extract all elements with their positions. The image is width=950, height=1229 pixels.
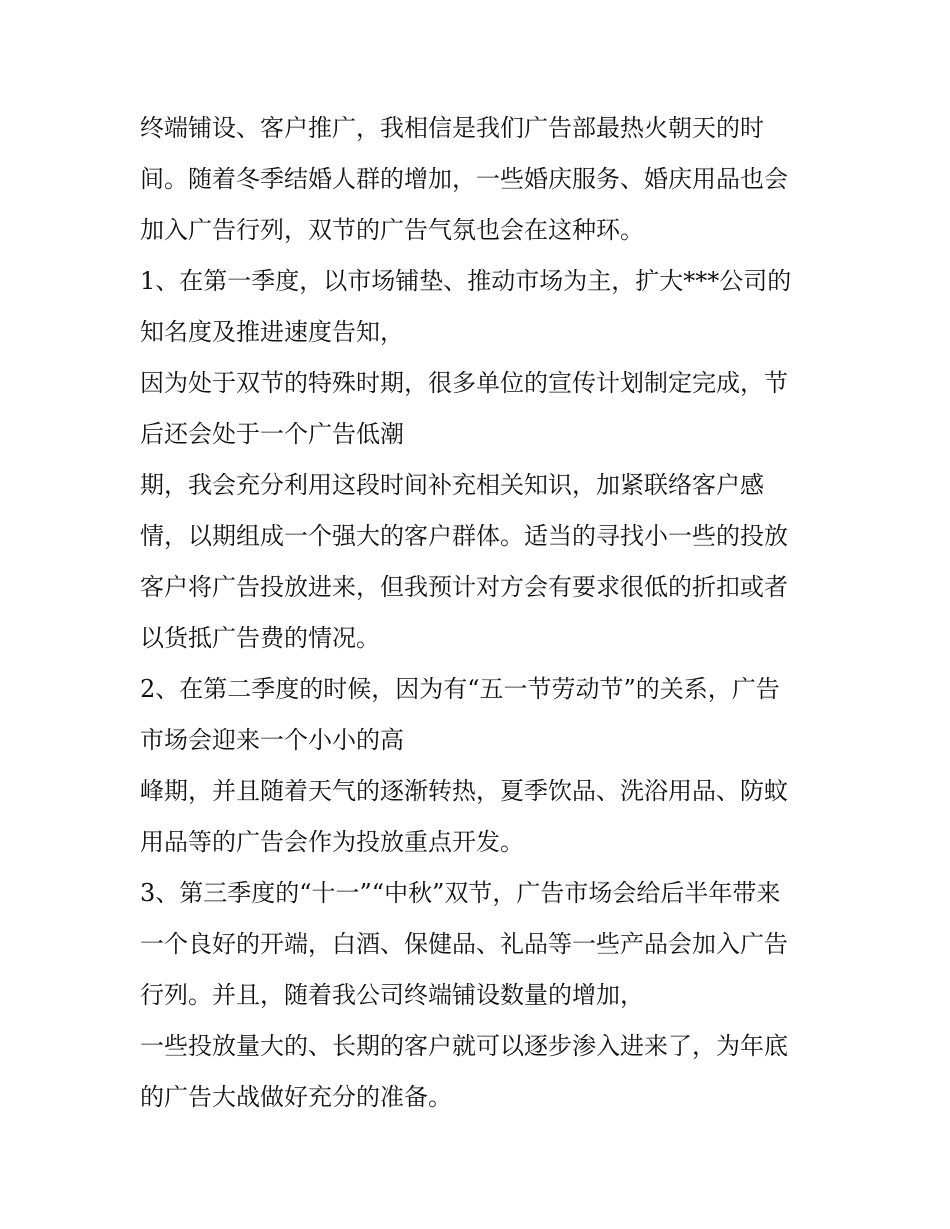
text-line: 间。随着冬季结婚人群的增加，一些婚庆服务、婚庆用品也会 [140, 165, 788, 193]
text-line: 2、在第二季度的时候，因为有“五一节劳动节”的关系，广告 [140, 675, 780, 703]
text-line: 客户将广告投放进来，但我预计对方会有要求很低的折扣或者 [140, 573, 788, 601]
text-line: 一些投放量大的、长期的客户就可以逐步渗入进来了，为年底 [140, 1032, 788, 1060]
document-body [140, 103, 820, 1123]
text-line: 的广告大战做好充分的准备。 [140, 1083, 452, 1111]
text-line: 终端铺设、客户推广，我相信是我们广告部最热火朝天的时 [140, 114, 764, 142]
text-line: 情，以期组成一个强大的客户群体。适当的寻找小一些的投放 [140, 522, 788, 550]
text-line: 3、第三季度的“十一”“中秋”双节，广告市场会给后半年带来 [140, 879, 781, 907]
text-line: 1、在第一季度，以市场铺垫、推动市场为主，扩大***公司的 [140, 267, 792, 295]
text-line: 因为处于双节的特殊时期，很多单位的宣传计划制定完成，节 [140, 369, 788, 397]
text-line: 行列。并且，随着我公司终端铺设数量的增加， [140, 981, 644, 1009]
text-line: 一个良好的开端，白酒、保健品、礼品等一些产品会加入广告 [140, 930, 788, 958]
text-line: 以货抵广告费的情况。 [140, 624, 380, 652]
text-line: 市场会迎来一个小小的高 [140, 726, 404, 754]
text-line: 用品等的广告会作为投放重点开发。 [140, 828, 524, 856]
text-line: 期，我会充分利用这段时间补充相关知识，加紧联络客户感 [140, 471, 764, 499]
text-line: 峰期，并且随着天气的逐渐转热，夏季饮品、洗浴用品、防蚊 [140, 777, 788, 805]
text-line: 知名度及推进速度告知， [140, 318, 404, 346]
text-line: 加入广告行列，双节的广告气氛也会在这种环。 [140, 216, 644, 244]
text-line: 后还会处于一个广告低潮 [140, 420, 404, 448]
